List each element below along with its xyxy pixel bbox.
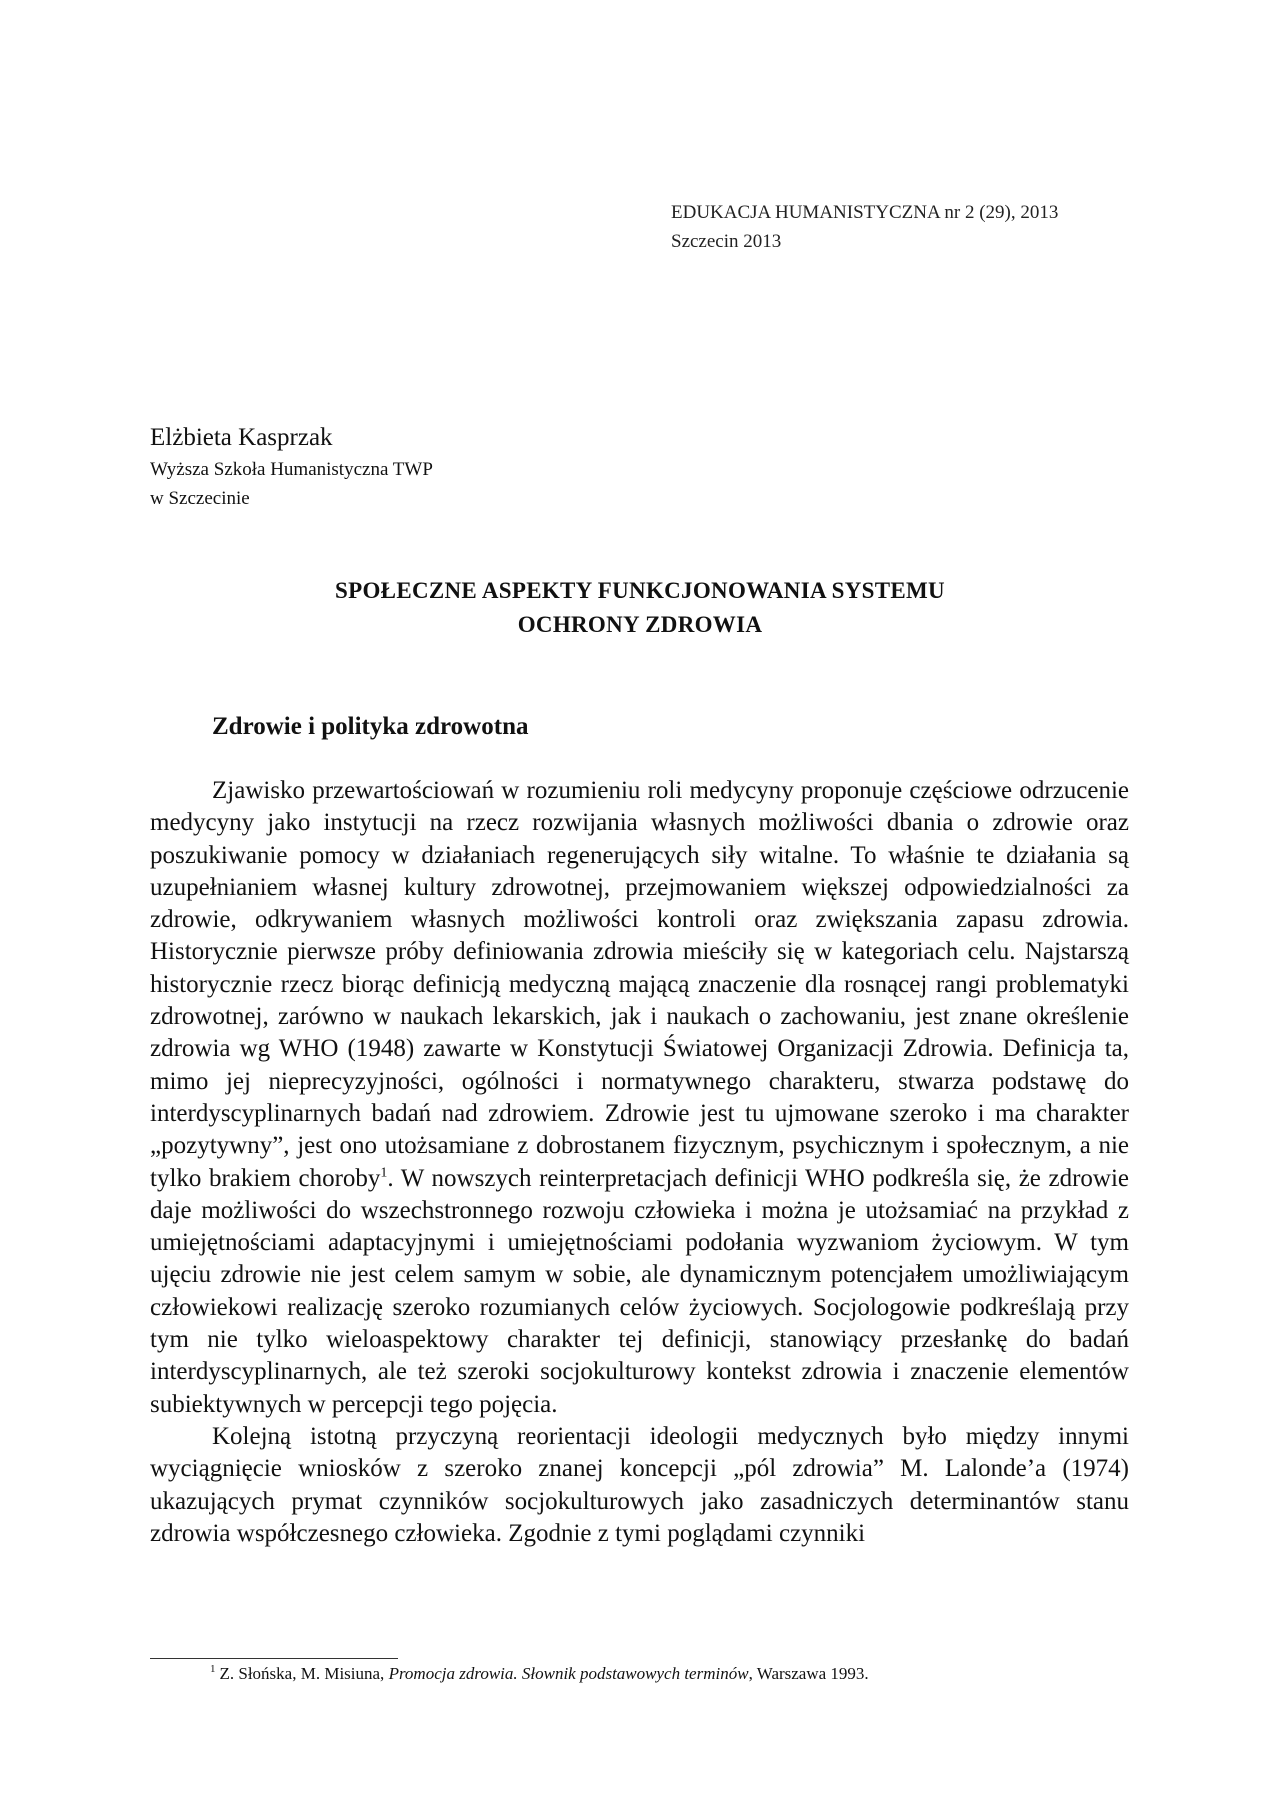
journal-issue-line: EDUKACJA HUMANISTYCZNA nr 2 (29), 2013 — [671, 202, 1059, 223]
article-title-line1: SPOŁECZNE ASPEKTY FUNKCJONOWANIA SYSTEMU — [335, 578, 945, 603]
author-affiliation-line2: w Szczecinie — [150, 488, 250, 509]
author-affiliation-line1: Wyższa Szkoła Humanistyczna TWP — [150, 459, 433, 480]
footnote-number: 1 — [210, 1663, 216, 1676]
paragraph-1-text-a: Zjawisko przewartościowań w rozumieniu roli medycyny proponuje częściowe odrzucenie medycyny jako instytucji na rzecz rozwijania własnych możliwości dbania o zdrowie oraz poszukiwanie pomocy w działaniach regenerujących siły witalne. To właśnie te działania są uzupełnianiem własnej kultury zdrowotnej, przejmowaniem większej odpowiedzialności za zdrowie, odkrywaniem własnych możliwości kontroli oraz zwiększania zapasu zdrowia. Historycznie pierwsze próby definiowania zdrowia mieściły się w kategoriach celu. Najstarszą historycznie rzecz biorąc definicją medyczną mającą znaczenie dla rosnącej rangi problematyki zdrowotnej, zarówno w naukach lekarskich, jak i naukach o zachowaniu, jest znane określenie zdrowia wg WHO (1948) zawarte w Konstytucji Światowej Organizacji Zdrowia. Definicja ta, mimo jej nieprecyzyjności, ogólności i normatywnego charakteru, stwarza podstawę do interdyscyplinarnych badań nad zdrowiem. Zdrowie jest tu ujmowane szeroko i ma charakter „pozytywny”, jest ono utożsamiane z dobrostanem fizycznym, psychicznym i społecznym, a nie tylko brakiem choroby — [150, 777, 1129, 1192]
paragraph-1 — [150, 775, 1129, 1421]
footnote-reference: 1 — [380, 1165, 388, 1181]
footnote-authors: Z. Słońska, M. Misiuna, — [219, 1664, 389, 1683]
paragraph-1-text-b: . W nowszych reinterpretacjach definicji WHO podkreśla się, że zdrowie daje możliwości do wszechstronnego rozwoju człowieka i można je utożsamiać na przykład z umiejętnościami adaptacyjnymi i umiejętnościami podołania wyzwaniom życiowym. W tym ujęciu zdrowie nie jest celem samym w sobie, ale dynamicznym potencjałem umożliwiającym człowiekowi realizację szeroko rozumianych celów życiowych. Socjologowie podkreślają przy tym nie tylko wieloaspektowy charakter tej definicji, stanowiący przesłankę do badań interdyscyplinarnych, ale też szeroki socjokulturowy kontekst zdrowia i znaczenie elementów subiektywnych w percepcji tego pojęcia. — [150, 1164, 1130, 1418]
footnote — [210, 1662, 869, 1686]
journal-place-line: Szczecin 2013 — [671, 231, 782, 252]
footnote-work-title: Promocja zdrowia. Słownik podstawowych terminów — [388, 1664, 749, 1683]
journal-header — [671, 198, 1058, 256]
footnote-divider — [150, 1658, 398, 1659]
footnote-publication: , Warszawa 1993. — [748, 1664, 869, 1683]
article-body — [150, 775, 1129, 1550]
author-block — [150, 421, 433, 513]
author-name: Elżbieta Kasprzak — [150, 424, 333, 451]
section-heading: Zdrowie i polityka zdrowotna — [212, 713, 529, 740]
paragraph-2: Kolejną istotną przyczyną reorientacji ideologii medycznych było między innymi wyciągnięcie wniosków z szeroko znanej koncepcji „pól zdrowia” M. Lalonde’a (1974) ukazujących prymat czynników socjokulturowych jako zasadniczych determinantów stanu zdrowia współczesnego człowieka. Zgodnie z tymi poglądami czynniki — [150, 1422, 1129, 1547]
article-title-line2: OCHRONY ZDROWIA — [517, 612, 763, 637]
article-title — [0, 574, 1280, 642]
